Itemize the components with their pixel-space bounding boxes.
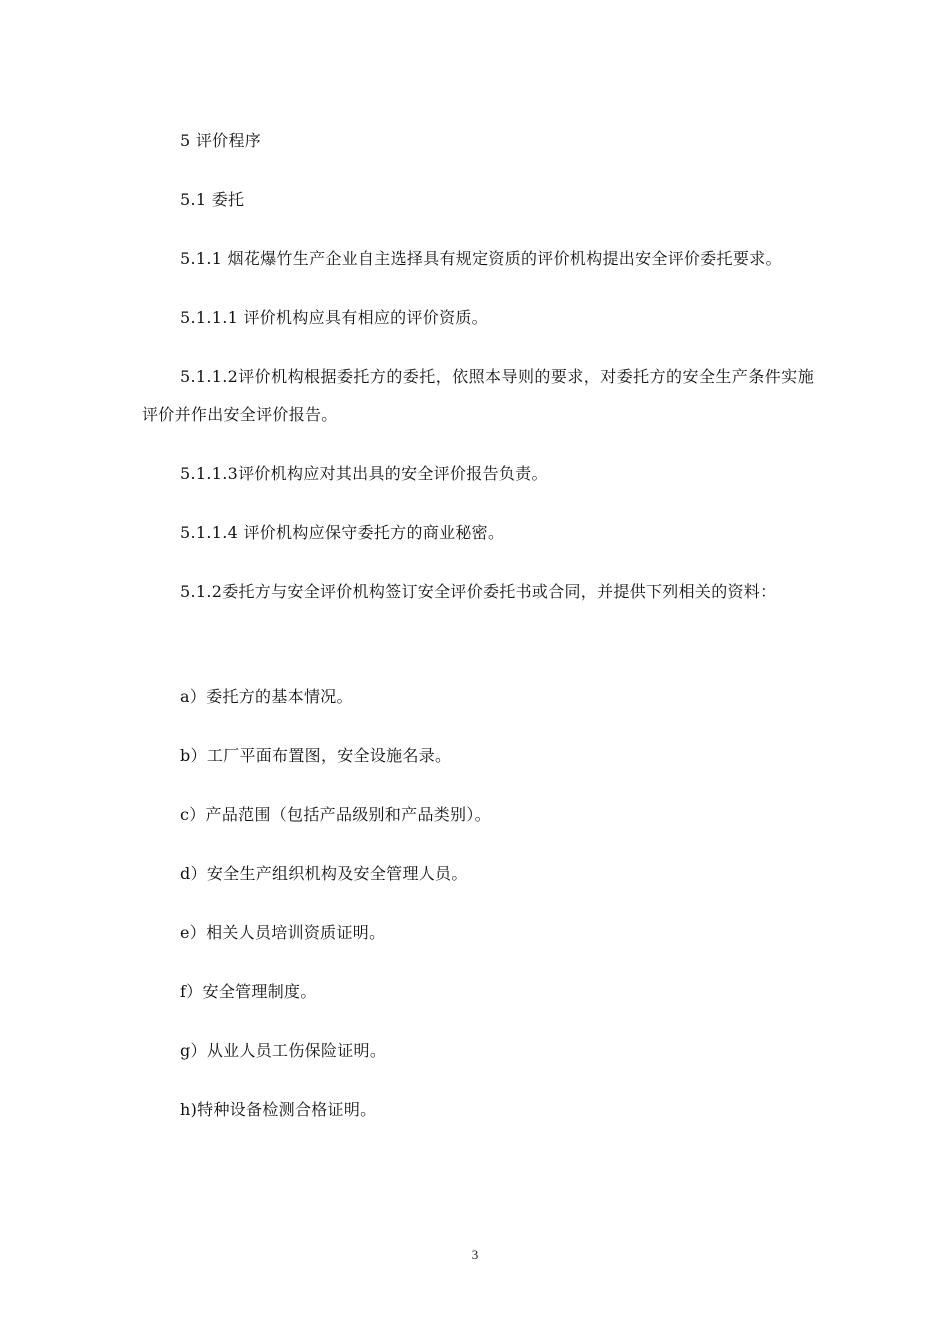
list-item-d: d）安全生产组织机构及安全管理人员。 bbox=[180, 864, 468, 883]
list-item-e: e）相关人员培训资质证明。 bbox=[180, 923, 386, 942]
paragraph-5-1-1-4: 5.1.1.4 评价机构应保守委托方的商业秘密。 bbox=[180, 523, 505, 542]
list-item-a: a）委托方的基本情况。 bbox=[180, 687, 353, 706]
paragraph-5-1-1-2: 5.1.1.2评价机构根据委托方的委托，依照本导则的要求，对委托方的安全生产条件实施评价并作出安全评价报告。 bbox=[142, 367, 814, 424]
list-item-b: b）工厂平面布置图，安全设施名录。 bbox=[180, 746, 452, 765]
blank-line bbox=[142, 632, 814, 678]
list-item-g: g）从业人员工伤保险证明。 bbox=[180, 1041, 387, 1060]
paragraph-5-1-2: 5.1.2委托方与安全评价机构签订安全评价委托书或合同，并提供下列相关的资料： bbox=[180, 582, 777, 601]
list-item-c: c）产品范围（包括产品级别和产品类别）。 bbox=[180, 805, 491, 824]
list-item-f: f）安全管理制度。 bbox=[180, 982, 317, 1001]
page-number: 3 bbox=[471, 1247, 479, 1262]
list-item-h: h)特种设备检测合格证明。 bbox=[180, 1100, 377, 1119]
paragraph-5-1-1-1: 5.1.1.1 评价机构应具有相应的评价资质。 bbox=[180, 308, 488, 327]
section-heading: 5 评价程序 bbox=[180, 131, 262, 150]
paragraph-5-1-1-3: 5.1.1.3评价机构应对其出具的安全评价报告负责。 bbox=[180, 464, 548, 483]
paragraph-5-1-1: 5.1.1 烟花爆竹生产企业自主选择具有规定资质的评价机构提出安全评价委托要求。 bbox=[180, 249, 782, 268]
subsection-heading: 5.1 委托 bbox=[180, 190, 245, 209]
document-body bbox=[142, 122, 814, 1150]
